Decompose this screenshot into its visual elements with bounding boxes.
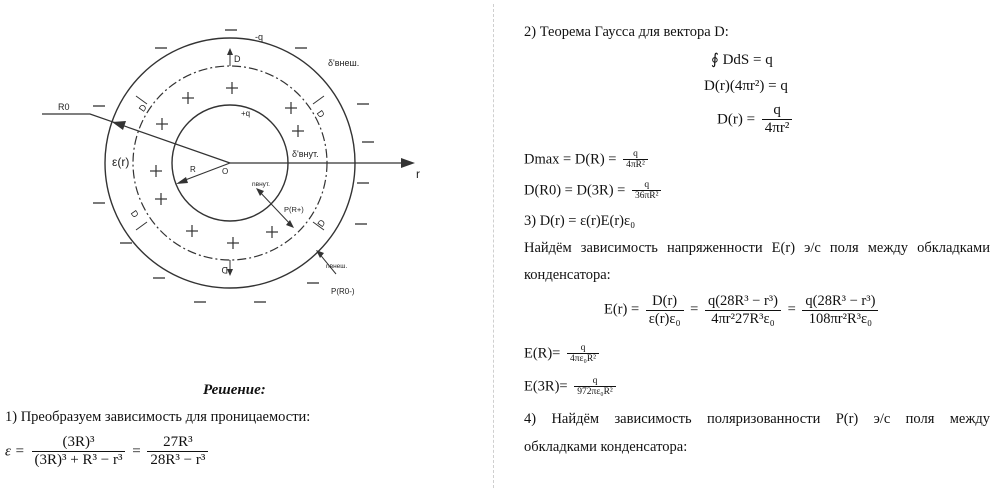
e3r-num: q (574, 376, 616, 387)
d-vector-left (136, 96, 147, 104)
e3r-fraction (574, 376, 616, 398)
label-n-ext: nвнеш. (326, 263, 348, 270)
eq1-num2: 27R³ (147, 434, 208, 452)
d-vector-top-arrow (227, 48, 233, 55)
gauss3-lhs: D(r) = (717, 111, 756, 128)
label-d-right: D (314, 108, 327, 120)
e-fraction-2 (705, 293, 781, 327)
outer-minus-signs (93, 30, 374, 302)
e3r-equation (524, 376, 619, 398)
gauss3-fraction (762, 102, 793, 138)
step-2-text: 2) Теорема Гаусса для вектора D: (524, 24, 729, 40)
dmax-fraction (623, 149, 648, 171)
eq1-equals: = (132, 443, 141, 460)
eq1-den2: 28R³ − r³ (150, 452, 206, 469)
e-num1: D(r) (646, 293, 684, 311)
r-radius-arrow (176, 177, 188, 184)
capacitor-diagram (0, 0, 480, 370)
er-num: q (567, 343, 599, 354)
eq1-fraction-1 (32, 434, 126, 470)
label-d-left-lower: D (128, 208, 141, 220)
e-num3: q(28R³ − r³) (802, 293, 878, 311)
label-p-r-plus: P(R+) (284, 205, 304, 214)
e-num2: q(28R³ − r³) (705, 293, 781, 311)
label-plus-q: +q (241, 109, 251, 118)
d-vector-right (313, 96, 324, 104)
e-fraction-3 (802, 293, 878, 327)
label-r-axis: r (416, 167, 420, 181)
eq1-fraction-2 (147, 434, 208, 470)
n-ext-arrow-head (316, 250, 324, 258)
dr0-lhs: D(R0) = D(3R) = (524, 182, 626, 199)
gauss-equation-3 (717, 102, 795, 138)
r-axis-arrow (401, 158, 415, 168)
e-eq1: = (690, 301, 699, 318)
er-lhs: E(R)= (524, 345, 561, 362)
er-den: 4πε₀R² (570, 354, 597, 365)
label-sigma-int: δ'внут. (292, 149, 319, 159)
label-d-bottom: D (221, 265, 228, 275)
step-4-line-1: 4) Найдём зависимость поляризованности P(r) э/с поля между (524, 411, 990, 427)
label-eps-r: ε(r) (112, 155, 130, 169)
dr0-fraction (632, 180, 661, 202)
dmax-den: 4πR² (626, 160, 645, 171)
label-origin: O (222, 167, 229, 176)
dmax-num: q (623, 149, 648, 160)
label-p-r0-minus: P(R0-) (331, 287, 355, 296)
d-vector-left-lower (136, 222, 147, 230)
column-divider (493, 4, 494, 488)
eq1-den1: (3R)³ + R³ − r³ (34, 452, 123, 469)
dr0-equation (524, 180, 664, 202)
e-lhs: E(r) = (604, 301, 640, 318)
r0-arrow (112, 121, 126, 130)
e-den3: 108πr²R³ε₀ (808, 310, 873, 327)
step-4-line-2: обкладками конденсатора: (524, 439, 688, 455)
label-d-right-lower: D (315, 217, 328, 229)
label-minus-q: -q (255, 32, 264, 42)
find-e-line-2: конденсатора: (524, 267, 611, 283)
e-eq2: = (787, 301, 796, 318)
label-sigma-ext: δ'внеш. (328, 58, 360, 68)
dr0-num: q (632, 180, 661, 191)
label-r-radius: R (190, 165, 196, 174)
e3r-lhs: E(3R)= (524, 378, 568, 395)
permittivity-equation (5, 434, 211, 470)
label-d-left: D (136, 102, 149, 114)
er-equation (524, 343, 602, 365)
gauss3-num: q (762, 102, 793, 120)
gauss3-den: 4πr² (764, 120, 790, 137)
step-1-text: 1) Преобразуем зависимость для проницаемости: (5, 409, 311, 425)
e-fraction-1 (646, 293, 684, 327)
solution-heading: Решение: (203, 382, 266, 398)
e-den2: 4πr²27R³ε₀ (711, 310, 775, 327)
label-n-int: nвнут. (252, 181, 270, 188)
eq1-lhs: ε = (5, 443, 25, 460)
e3r-den: 972πε₀R² (577, 387, 613, 398)
find-e-line-1: Найдём зависимость напряженности E(r) э/с поля между обкладками (524, 240, 990, 256)
label-r0: R0 (58, 102, 70, 112)
inner-plus-signs (150, 82, 304, 249)
dmax-equation (524, 149, 651, 171)
e-field-equation (604, 293, 881, 327)
label-d-top: D (234, 54, 241, 64)
gauss-equation-1: ∮ DdS = q (711, 52, 773, 68)
er-fraction (567, 343, 599, 365)
step-3-text: 3) D(r) = ε(r)E(r)ε₀ (524, 213, 636, 229)
gauss-equation-2: D(r)(4πr²) = q (704, 78, 788, 94)
dr0-den: 36πR² (634, 191, 659, 202)
e-den1: ε(r)ε₀ (648, 310, 681, 327)
eq1-num1: (3R)³ (32, 434, 126, 452)
dmax-lhs: Dmax = D(R) = (524, 151, 617, 168)
